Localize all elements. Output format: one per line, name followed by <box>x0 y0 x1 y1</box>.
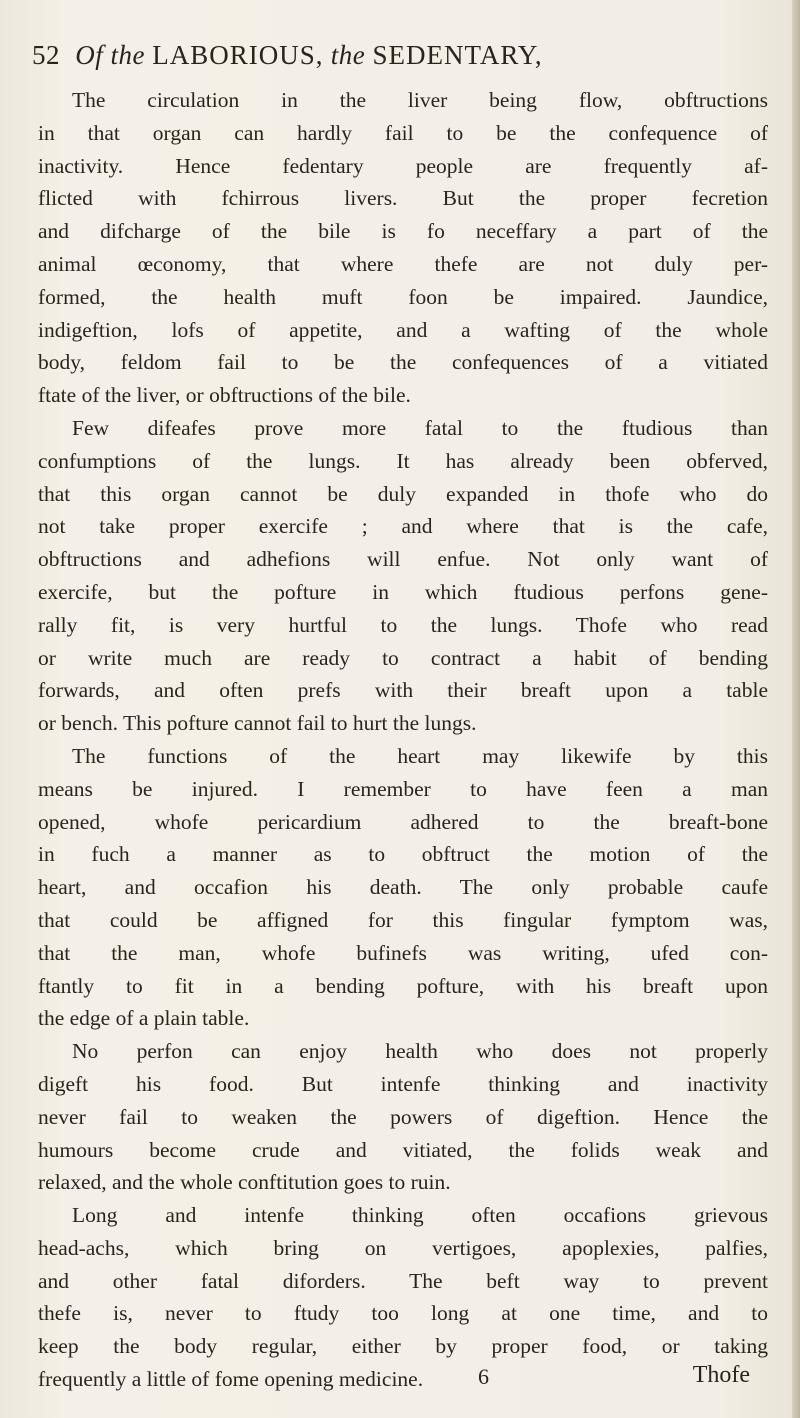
text-line: exercife, but the pofture in which ftudious perfons gene- <box>38 579 768 604</box>
text-line: body, feldom fail to be the confequences of a vitiated <box>38 350 768 375</box>
text-line: indigeftion, lofs of appetite, and a wafting of the whole <box>38 317 768 342</box>
text-line: and other fatal diforders. The beft way to prevent <box>38 1268 768 1293</box>
text-line: ftate of the liver, or obftructions of the bile. <box>38 383 411 408</box>
text-line: that this organ cannot be duly expanded in thofe who do <box>38 481 768 506</box>
catchword: Thofe <box>692 1362 750 1388</box>
text-line: obftructions and adhefions will enfue. Not only want of <box>38 547 768 572</box>
text-line: rally fit, is very hurtful to the lungs. Thofe who read <box>38 612 768 637</box>
page-number: 52 <box>32 40 60 70</box>
text-line: keep the body regular, either by proper food, or taking <box>38 1334 768 1359</box>
text-line: Few difeafes prove more fatal to the ftudious than <box>72 415 768 440</box>
text-line: in fuch a manner as to obftruct the motion of the <box>38 842 768 867</box>
text-line: not take proper exercife ; and where that is the cafe, <box>38 514 768 539</box>
text-line: heart, and occafion his death. The only probable caufe <box>38 875 768 900</box>
text-line: digeft his food. But intenfe thinking and inactivity <box>38 1071 768 1096</box>
text-line: animal œconomy, that where thefe are not duly per- <box>38 251 768 276</box>
signature-mark: 6 <box>478 1364 489 1389</box>
text-line: frequently a little of fome opening medicine. <box>38 1367 424 1392</box>
text-line: never fail to weaken the powers of digeftion. Hence the <box>38 1104 768 1129</box>
text-line: humours become crude and vitiated, the folids weak and <box>38 1137 768 1162</box>
text-line: flicted with fchirrous livers. But the proper fecretion <box>38 186 768 211</box>
text-line: or bench. This pofture cannot fail to hurt the lungs. <box>38 711 477 736</box>
text-line: means be injured. I remember to have feen a man <box>38 776 768 801</box>
text-line: No perfon can enjoy health who does not properly <box>72 1039 768 1064</box>
header-sedentary: SEDENTARY, <box>372 40 543 70</box>
text-line: ftantly to fit in a bending pofture, with his breaft upon <box>38 973 768 998</box>
text-line: and difcharge of the bile is fo neceffary a part of the <box>38 219 768 244</box>
page-edge-shadow <box>792 0 800 1418</box>
text-line: The functions of the heart may likewife by this <box>72 743 768 768</box>
body-text <box>38 84 768 1396</box>
text-line: inactivity. Hence fedentary people are frequently af- <box>38 153 768 178</box>
text-line: forwards, and often prefs with their breaft upon a table <box>38 678 768 703</box>
text-line: Long and intenfe thinking often occafions grievous <box>72 1203 768 1228</box>
text-line: head-achs, which bring on vertigoes, apoplexies, palfies, <box>38 1235 768 1260</box>
running-header <box>32 40 752 71</box>
text-line: the edge of a plain table. <box>38 1006 250 1031</box>
header-laborious: LABORIOUS, <box>152 40 324 70</box>
page-footer <box>38 1364 768 1396</box>
header-the: the <box>330 40 366 70</box>
text-line: that the man, whofe bufinefs was writing, ufed con- <box>38 940 768 965</box>
text-line: confumptions of the lungs. It has already been obferved, <box>38 448 768 473</box>
text-line: The circulation in the liver being flow, obftructions <box>72 88 768 112</box>
text-line: opened, whofe pericardium adhered to the breaft-bone <box>38 809 768 834</box>
text-line: or write much are ready to contract a habit of bending <box>38 645 768 670</box>
text-line: in that organ can hardly fail to be the confequence of <box>38 120 768 145</box>
text-line: thefe is, never to ftudy too long at one time, and to <box>38 1301 768 1326</box>
header-of-the: Of the <box>75 40 145 70</box>
text-line: that could be affigned for this fingular fymptom was, <box>38 907 768 932</box>
text-line: formed, the health muft foon be impaired. Jaundice, <box>38 284 768 309</box>
text-line: relaxed, and the whole conftitution goes to ruin. <box>38 1170 451 1195</box>
